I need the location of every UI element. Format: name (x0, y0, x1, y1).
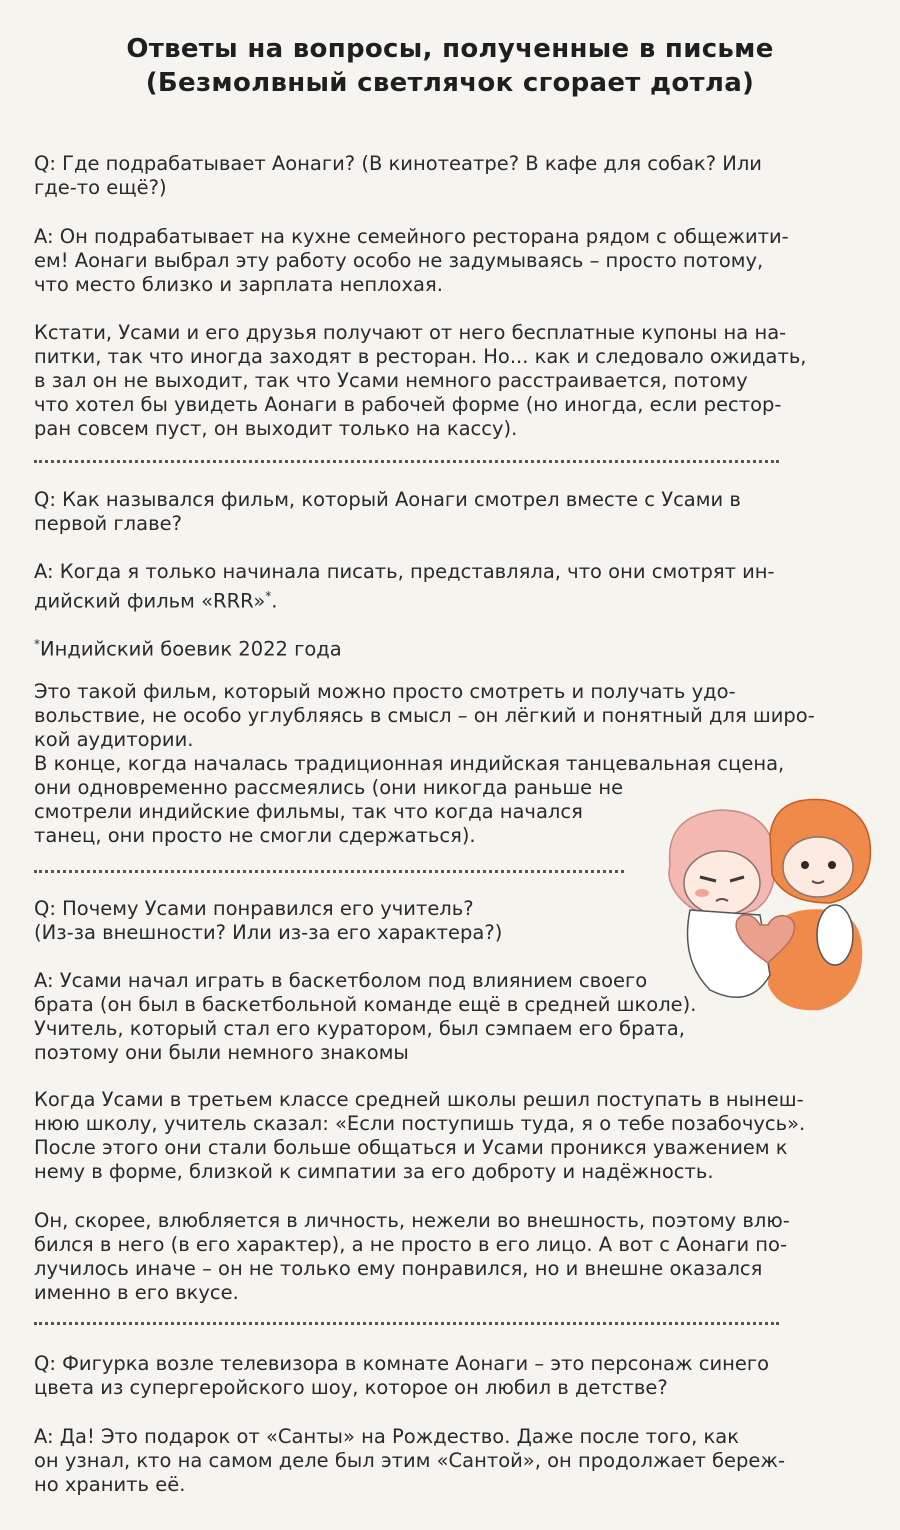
answer-3: A: Усами начал играть в баскетболом под влиянием своего брата (он был в баскетбольной команде ещё в средней школе). Учитель, который стал его куратором, был сэмпаем его брата, поэтому они были немного знакомы (34, 969, 697, 1064)
answer-2 (34, 560, 864, 614)
footnote-marker: * (265, 589, 272, 603)
answer-1-extra: Кстати, Усами и его друзья получают от него бесплатные купоны на на- питки, так что иногда заходят в ресторан. Но... как и следовало ожидать, в зал он не выходит, так что Усами немного расстраивается, потому что хотел бы увидеть Аонаги в рабочей форме (но иногда, если рестор- ран совсем пуст, он выходит только на кассу). (34, 321, 807, 440)
answer-1: A: Он подрабатывает на кухне семейного ресторана рядом с общежити- ем! Аонаги выбрал эту работу особо не задумываясь – просто потому, что место близко и зарплата неплохая. (34, 225, 789, 296)
footnote-text: Индийский боевик 2022 года (40, 637, 342, 661)
divider (34, 460, 779, 463)
question-2: Q: Как назывался фильм, который Аонаги смотрел вместе с Усами в первой главе? (34, 488, 741, 535)
answer-3-extra-2: Он, скорее, влюбляется в личность, нежели во внешность, поэтому влю- бился в него (в его характер), а не просто в его лицо. А вот с Аонаги по- лучилось иначе – он не только ему понравился, но и внешне оказался именно в его вкусе. (34, 1209, 790, 1304)
answer-2-line-2: дийский фильм «RRR» (34, 589, 266, 613)
answer-4: A: Да! Это подарок от «Санты» на Рождество. Даже после того, как он узнал, кто на самом деле был этим «Сантой», он продолжает береж- но хранить её. (34, 1425, 786, 1496)
footnote (34, 632, 864, 662)
orange-eye-right (828, 861, 836, 869)
divider (34, 870, 624, 873)
page-subtitle: (Безмолвный светлячок сгорает дотла) (145, 68, 755, 98)
answer-3-extra-1: Когда Усами в третьем классе средней школы решил поступать в нынеш- нюю школу, учитель сказал: «Если поступишь туда, я о тебе позабочусь». После этого они стали больше общаться и Усами проникся уважением к нему в форме, близкой к симпатии за его доброту и надёжность. (34, 1088, 806, 1183)
orange-face (783, 837, 853, 897)
divider (34, 1322, 779, 1325)
answer-2-extra-1: Это такой фильм, который можно просто смотреть и получать удо- вольствие, не особо углубляясь в смысл – он лёгкий и понятный для широ- кой аудитории. (34, 680, 815, 751)
orange-eye-left (801, 861, 809, 869)
page-title: Ответы на вопросы, полученные в письме (126, 34, 774, 64)
footnote-mark: * (34, 637, 40, 651)
answer-2-end: . (271, 589, 278, 613)
pink-face (684, 851, 760, 915)
white-shirt (817, 905, 853, 965)
blush (695, 889, 709, 897)
answer-2-line-1: A: Когда я только начинала писать, представляла, что они смотрят ин- (34, 560, 775, 583)
question-1: Q: Где подрабатывает Аонаги? (В кинотеатре? В кафе для собак? Или где-то ещё?) (34, 152, 762, 199)
question-4: Q: Фигурка возле телевизора в комнате Аонаги – это персонаж синего цвета из супергеройского шоу, которое он любил в детстве? (34, 1352, 770, 1399)
answer-2-extra-2: В конце, когда началась традиционная индийская танцевальная сцена, они одновременно рассмеялись (они никогда раньше не смотрели индийские фильмы, так что когда начался танец, они просто не смогли сдержаться). (34, 752, 785, 847)
question-3: Q: Почему Усами понравился его учитель? (Из-за внешности? Или из-за его характера?) (34, 897, 503, 944)
